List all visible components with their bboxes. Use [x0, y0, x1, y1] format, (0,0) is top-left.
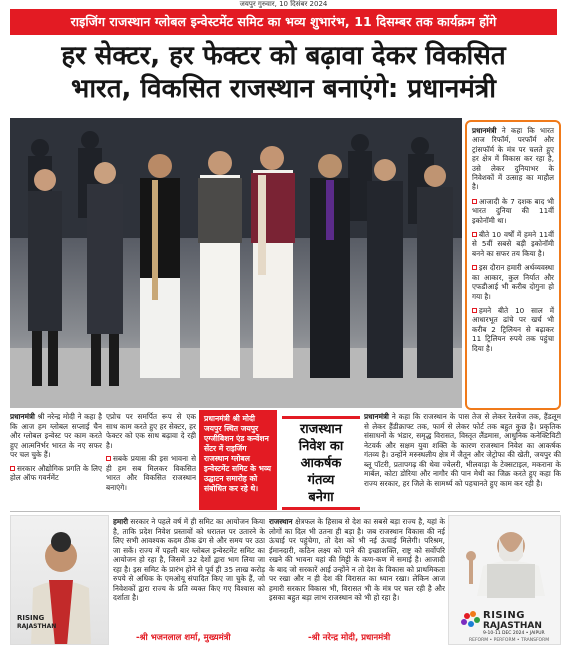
logo-tagline: REFORM • PERFORM • TRANSFORM [469, 638, 550, 643]
event-caption-box: प्रधानमंत्री श्री मोदी जयपुर स्थित जयपुर एग्जीबिशन एंड कन्वेंशन सेंटर में राइजिंग राजस्थान ग्लोबल इन्वेस्टमेंट समिट के भव्य उद्घाटन समारोह को संबोधित कर रहे थे। [199, 410, 277, 510]
cm-photo-logo-rajasthan: RAJASTHAN [17, 623, 57, 630]
bullet-square-icon [106, 456, 111, 461]
col2-bullet-text: सबके प्रयास की इस भावना से ही हम सब मिलकर विकसित भारत और विकसित राजस्थान बनाएंगे। [106, 454, 196, 492]
pull-quote-line: आकर्षक [300, 456, 342, 471]
sidebar-bullet-text: आजादी के 7 दशक बाद भी भारत दुनिया की 11वीं इकोनॉमी था। [472, 196, 554, 225]
sidebar-bullet-2 [472, 230, 554, 258]
pm-signature: -श्री नरेन्द्र मोदी, प्रधानमंत्री [308, 633, 391, 643]
logo-rising: RISING [483, 610, 525, 621]
col2-text: एप्रोच पर समर्पित रूप से एक साथ काम करते हुए हर सेक्टर, हर फेक्टर को एक साथ बढ़ावा दे रही है। [106, 412, 196, 450]
col1-intro-bold: प्रधानमंत्री [10, 412, 35, 421]
sidebar-intro-text: ने कहा कि भारत आज रिफॉर्म, परफॉर्म और ट्रांसफॉर्म के मंत्र पर चलते हुए हर क्षेत्र में विकास कर रहा है, उसे लेकर दुनियाभर के निवेशकों में उत्साह का माहौल है। [472, 126, 554, 192]
prime-minister-photo [448, 515, 561, 645]
chief-minister-photo [10, 515, 109, 645]
col5-intro-bold: राजस्थान [269, 517, 293, 526]
sidebar-bullet-3 [472, 263, 554, 301]
logo-rajasthan: RAJASTHAN [483, 621, 542, 631]
bullet-square-icon [472, 308, 477, 313]
event-photo-illustration [10, 118, 462, 408]
article-column-2 [106, 412, 196, 510]
banner-headline: राइजिंग राजस्थान ग्लोबल इन्वेस्टमेंट समिट का भव्य शुभारंभ, 11 दिसम्बर तक कार्यक्रम होंगे [10, 9, 557, 35]
bullet-square-icon [472, 265, 477, 270]
col3-body-text: ने कहा कि राजस्थान के पास तेज से लेकर रेलवेज तक, हैंडलूम से लेकर हैंडीक्राफ्ट तक, फार्म से लेकर फोर्ट तक बहुत कुछ है। प्रकृतिक संसाधनों के भंडार, समृद्ध विरासत, विस्तृत लैंडमास, आधुनिक कनेक्टिविटी नेटवर्क और सक्षम युवा शक्ति के कारण राजस्थान निवेश का आकर्षक गंतव्य है। उन्होंने मरुस्थलीय क्षेत्र में जैतून और जेट्रोफा की खेती, जयपुर की ब्लू पॉटरी, प्रतापगढ़ की थेवा ज्वेलरी, भीलवाड़ा के टेक्सटाइल, मकराना के मार्बल, कोटा डोरिया और नागौर की पान मेथी का जिक्र करते हुए कहा कि राज्य सरकार, हर जिले के सामर्थ्य को पहचानते हुए काम कर रही है। [364, 412, 561, 488]
sidebar-intro-bold: प्रधानमंत्री [472, 126, 497, 135]
article-column-1 [10, 412, 102, 510]
col1-bullet-text: सरकार औद्योगिक प्रगति के लिए होल ऑफ गवर्नमेंट [10, 463, 102, 482]
col1-intro [10, 412, 102, 460]
col4-body-text: सरकार ने पहले वर्ष में ही समिट का आयोजन किया है, ताकि प्रदेश निवेश प्रस्तावों को धरातल पर उतारने के लिए सभी आवश्यक कदम ठीक ढंग से और समय पर उठा जा सकें। राज्य में पहली बार ग्लोबल इन्वेस्टमेंट समिट का आयोजन हो रहा है, जिसमें 32 देशों द्वारा भाग लिया जा रहा है। इस समिट के प्रारंभ होने से पूर्व ही 35 लाख करोड़ रुपये से अधिक के एमओयू संपादित किए जा चुके हैं, जो निवेशकों द्वारा राज्य के प्रति व्यक्त किए गए विश्वास को दर्शाता है। [113, 517, 265, 602]
sidebar-intro [472, 126, 554, 192]
pull-quote-line: बनेगा [308, 490, 334, 505]
sidebar-bullet-text: हमने बीते 10 साल में आधारभूत ढांचे पर खर्च भी करीब 2 ट्रिलियन से बढ़ाकर 11 ट्रिलियन रुपये तक पहुंचा दिया है। [472, 305, 554, 353]
sidebar-bullet-text: इस दौरान हमारी अर्थव्यवस्था का आकार, कुल निर्यात और एफडीआई भी करीब दोगुना हो गया है। [472, 263, 554, 301]
cm-signature: -श्री भजनलाल शर्मा, मुख्यमंत्री [136, 633, 231, 643]
article-column-4 [113, 517, 265, 629]
headline-line-2: भारत, विकसित राजस्थान बनाएंगे: प्रधानमंत्री [71, 74, 496, 104]
pull-quote-line: राजस्थान [299, 422, 343, 437]
col1-bullet [10, 464, 102, 483]
section-divider [10, 511, 560, 512]
col1-intro-text: श्री नरेन्द्र मोदी ने कहा है कि आज हम ग्लोबल सप्लाई चैन और ग्लोबल इन्वेस्ट पर काम करते हुए आत्मनिर्भर भारत के नए सफर पर चल चुके हैं। [10, 412, 102, 459]
col3-text [364, 412, 561, 488]
headline-line-1: हर सेक्टर, हर फेक्टर को बढ़ावा देकर विकसित [61, 41, 506, 71]
main-headline [10, 40, 557, 106]
dateline: जयपुर गुरुवार, 10 दिसंबर 2024 [0, 0, 567, 8]
sidebar-bullet-text: बीते 10 वर्षों में हमने 11वीं से 5वीं सबसे बड़ी इकोनॉमी बनने का सफर तय किया है। [472, 230, 554, 258]
col5-text [269, 517, 445, 603]
pm-quote-sidebar [465, 120, 561, 410]
article-column-3 [364, 412, 561, 510]
article-column-5 [269, 517, 445, 629]
sidebar-bullet-4 [472, 306, 554, 353]
sidebar-bullet-1 [472, 197, 554, 225]
bullet-square-icon [472, 199, 477, 204]
event-photo [10, 118, 462, 408]
col4-intro-bold: हमारी [113, 517, 129, 526]
col5-body-text: क्षेत्रफल के हिसाब से देश का सबसे बड़ा राज्य है, यहां के लोगों का दिल भी उतना ही बड़ा है। जब राजस्थान विकास की नई ऊंचाई पर पहुंचेगा, तो देश को भी नई ऊंचाई मिलेगी। परिश्रम, ईमानदारी, कठिन लक्ष्य को पाने की इच्छाशक्ति, राष्ट्र को सर्वोपरि रखने की भावना यहां की मिट्टी के कण-कण में समाई है। आजादी के बाद जो सरकारें आई उन्होंने न तो देश के विकास को प्राथमिकता पर रखा और न ही देश की विरासत का ध्यान रखा। लेकिन आज हमारी सरकार विकास भी, विरासत भी के मंत्र पर चल रही है और इसका बहुत बड़ा लाभ राजस्थान को भी हो रहा है। [269, 517, 445, 602]
bullet-square-icon [10, 466, 15, 471]
pull-quote-line: गंतव्य [307, 473, 335, 488]
cm-photo-logo-rising: RISING [17, 614, 45, 622]
col4-text [113, 517, 265, 603]
col3-intro-bold: प्रधानमंत्री [364, 412, 389, 421]
pull-quote-line: निवेश का [298, 439, 344, 454]
col2-bullet [106, 454, 196, 492]
logo-dates: 9-10-11 DEC 2024 • JAIPUR [483, 631, 545, 636]
pull-quote [282, 416, 360, 510]
bullet-square-icon [472, 232, 477, 237]
